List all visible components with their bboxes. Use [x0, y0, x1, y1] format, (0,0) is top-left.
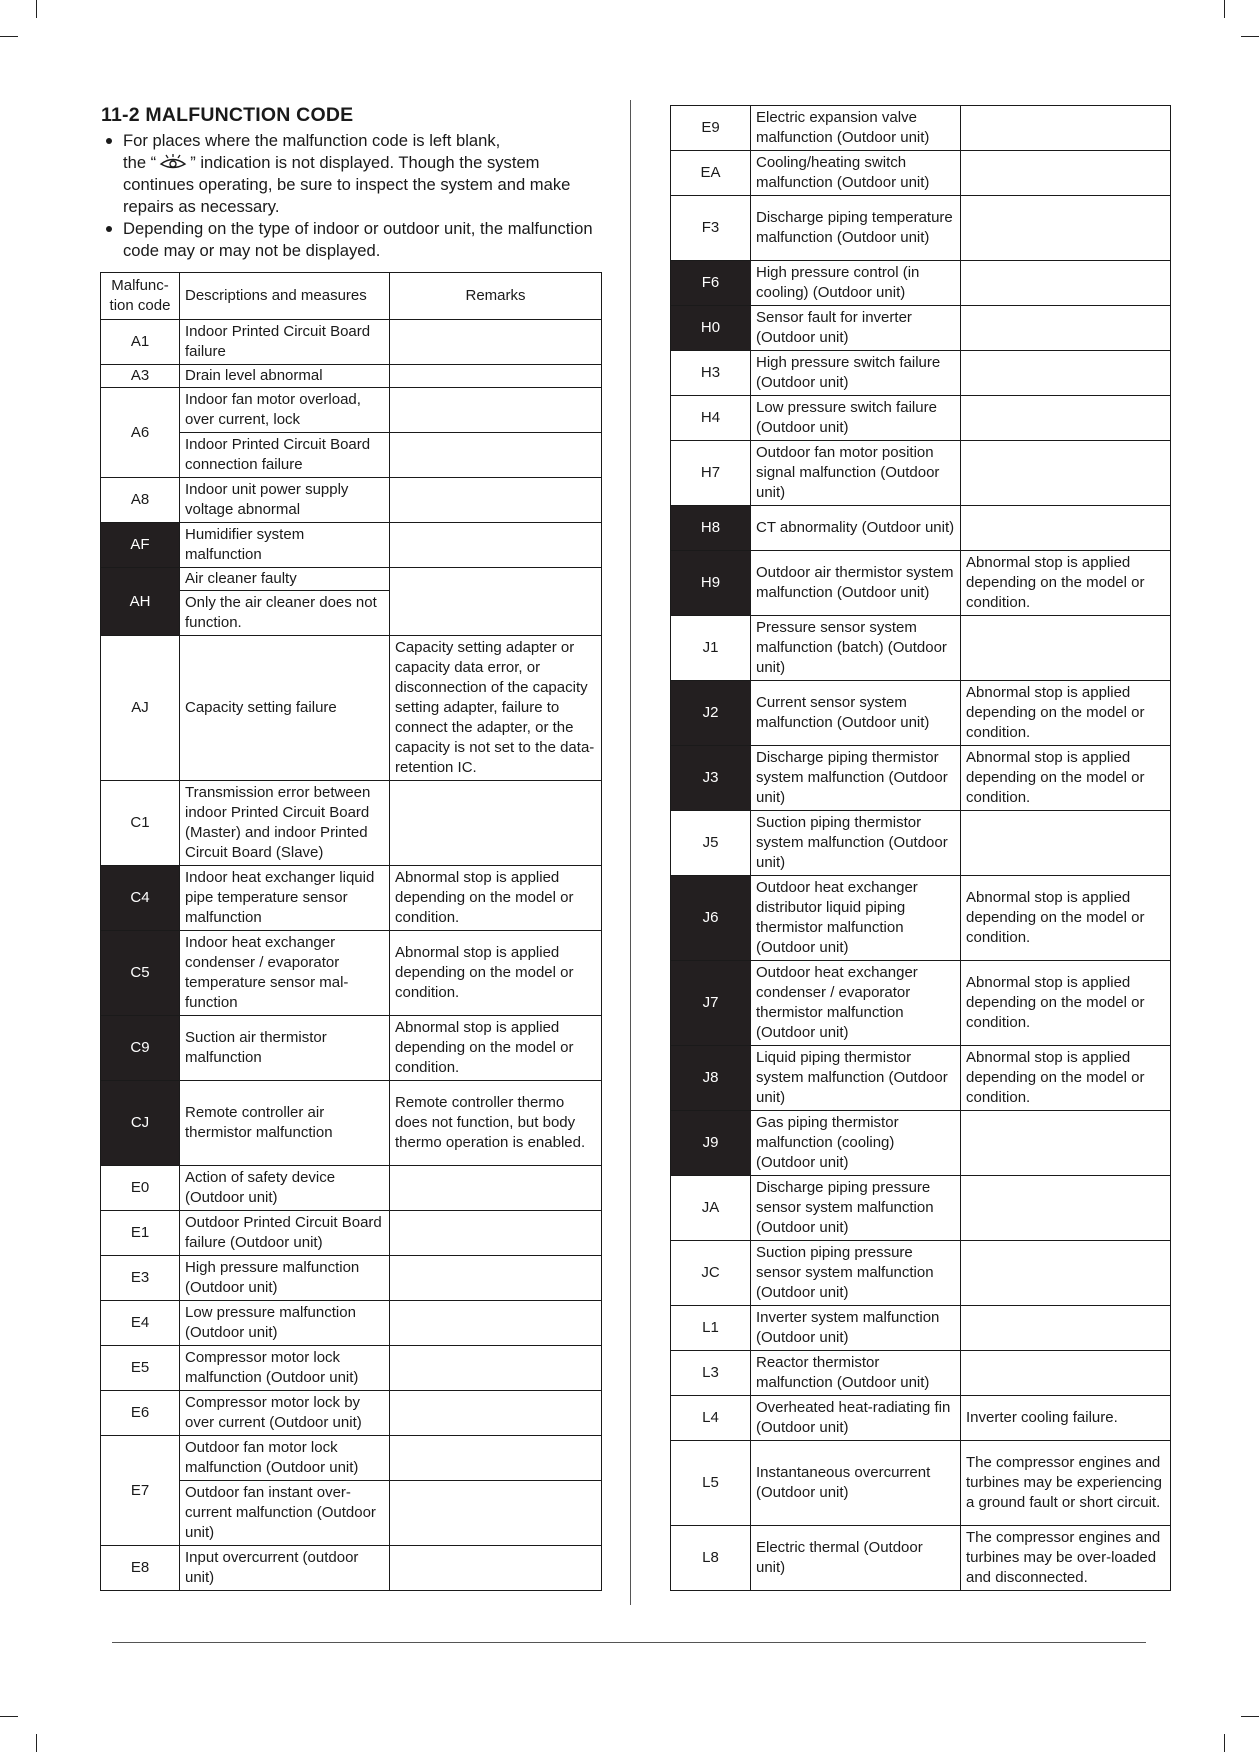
description-cell: Outdoor fan instant over-current malfunction (Outdoor unit)	[180, 1481, 390, 1546]
crop-mark	[36, 1734, 37, 1752]
code-cell: E3	[101, 1256, 180, 1301]
remarks-cell: Abnormal stop is applied depending on the model or condition.	[961, 681, 1171, 746]
remarks-cell	[390, 1256, 602, 1301]
table-row	[671, 196, 1171, 261]
description-cell: Action of safety device (Outdoor unit)	[180, 1166, 390, 1211]
description-cell: Outdoor fan motor position signal malfunction (Outdoor unit)	[751, 441, 961, 506]
remarks-cell	[390, 1166, 602, 1211]
description-cell: Suction piping thermistor system malfunction (Outdoor unit)	[751, 811, 961, 876]
description-cell: Indoor Printed Circuit Board connection failure	[180, 433, 390, 478]
table-header-row	[101, 273, 602, 320]
crop-mark	[1241, 36, 1259, 37]
intro-notes	[101, 130, 611, 262]
description-cell: High pressure switch failure (Outdoor unit)	[751, 351, 961, 396]
remarks-cell	[390, 1211, 602, 1256]
code-cell: E6	[101, 1391, 180, 1436]
intro-text: For places where the malfunction code is left blank,	[123, 131, 501, 150]
table-row	[101, 866, 602, 931]
remarks-cell	[961, 811, 1171, 876]
remarks-cell: Remote controller thermo does not function, but body thermo operation is enabled.	[390, 1081, 602, 1166]
header-descriptions: Descriptions and measures	[180, 273, 390, 320]
table-row	[671, 1241, 1171, 1306]
code-cell: E0	[101, 1166, 180, 1211]
remarks-cell	[390, 478, 602, 523]
column-divider	[630, 100, 631, 1605]
remarks-cell	[961, 1241, 1171, 1306]
description-cell: Outdoor heat exchanger distributor liquid piping thermistor malfunction (Outdoor unit)	[751, 876, 961, 961]
code-cell: H7	[671, 441, 751, 506]
code-cell-highlighted: C5	[101, 931, 180, 1016]
remarks-cell: Abnormal stop is applied depending on the model or condition.	[961, 746, 1171, 811]
remarks-cell: Capacity setting adapter or capacity data error, or disconnection of the capacity setting adapter, failure to connect the adapter, or the capacity is not set to the data-retention IC.	[390, 636, 602, 781]
intro-bullet	[101, 218, 611, 262]
table-row	[671, 681, 1171, 746]
remarks-cell	[390, 1546, 602, 1591]
description-cell: Outdoor air thermistor system malfunction (Outdoor unit)	[751, 551, 961, 616]
table-row	[671, 351, 1171, 396]
description-cell: Sensor fault for inverter (Outdoor unit)	[751, 306, 961, 351]
code-cell: L8	[671, 1526, 751, 1591]
code-cell-highlighted: CJ	[101, 1081, 180, 1166]
remarks-cell: Abnormal stop is applied depending on the model or condition.	[961, 1046, 1171, 1111]
code-cell: E9	[671, 106, 751, 151]
table-row	[101, 781, 602, 866]
code-cell-highlighted: C9	[101, 1016, 180, 1081]
description-cell: Suction air thermistor malfunction	[180, 1016, 390, 1081]
footer-rule	[112, 1642, 1146, 1643]
code-cell-highlighted: H0	[671, 306, 751, 351]
table-row	[101, 1256, 602, 1301]
table-row	[101, 1301, 602, 1346]
code-cell-highlighted: H8	[671, 506, 751, 551]
description-cell: Cooling/heating switch malfunction (Outdoor unit)	[751, 151, 961, 196]
table-row	[101, 1436, 602, 1481]
remarks-cell: Abnormal stop is applied depending on the model or condition.	[961, 876, 1171, 961]
code-cell: EA	[671, 151, 751, 196]
remarks-cell: The compressor engines and turbines may be experiencing a ground fault or short circuit.	[961, 1441, 1171, 1526]
description-cell: Capacity setting failure	[180, 636, 390, 781]
table-row	[671, 1111, 1171, 1176]
code-cell: J5	[671, 811, 751, 876]
table-row	[101, 636, 602, 781]
remarks-cell	[961, 261, 1171, 306]
description-cell: Electric thermal (Outdoor unit)	[751, 1526, 961, 1591]
remarks-cell	[390, 388, 602, 433]
remarks-cell	[390, 320, 602, 365]
description-cell: Reactor thermistor malfunction (Outdoor unit)	[751, 1351, 961, 1396]
table-row	[671, 506, 1171, 551]
code-cell-highlighted: J7	[671, 961, 751, 1046]
crop-mark	[0, 36, 18, 37]
description-cell: Drain level abnormal	[180, 365, 390, 388]
table-row	[101, 1391, 602, 1436]
code-cell: A3	[101, 365, 180, 388]
code-cell: E4	[101, 1301, 180, 1346]
description-cell: Discharge piping temperature malfunction (Outdoor unit)	[751, 196, 961, 261]
table-row	[671, 441, 1171, 506]
remarks-cell	[390, 523, 602, 568]
remarks-cell	[961, 616, 1171, 681]
remarks-cell: Abnormal stop is applied depending on the model or condition.	[390, 866, 602, 931]
description-cell: Outdoor fan motor lock malfunction (Outdoor unit)	[180, 1436, 390, 1481]
table-row	[671, 306, 1171, 351]
table-row	[671, 811, 1171, 876]
code-cell: JC	[671, 1241, 751, 1306]
table-row	[101, 1166, 602, 1211]
code-cell-highlighted: C4	[101, 866, 180, 931]
crop-mark	[1241, 1716, 1259, 1717]
description-cell: Indoor Printed Circuit Board failure	[180, 320, 390, 365]
code-cell: A1	[101, 320, 180, 365]
code-cell-highlighted: F6	[671, 261, 751, 306]
code-cell: H4	[671, 396, 751, 441]
code-cell-highlighted: J9	[671, 1111, 751, 1176]
table-row	[101, 365, 602, 388]
code-cell-highlighted: AH	[101, 568, 180, 636]
table-row	[671, 106, 1171, 151]
description-cell: Low pressure switch failure (Outdoor unit)	[751, 396, 961, 441]
description-cell: Air cleaner faulty	[180, 568, 390, 591]
code-cell: E7	[101, 1436, 180, 1546]
header-code: Malfunc-tion code	[101, 273, 180, 320]
description-cell: Discharge piping thermistor system malfunction (Outdoor unit)	[751, 746, 961, 811]
table-row	[101, 523, 602, 568]
remarks-cell	[390, 1391, 602, 1436]
remarks-cell: Abnormal stop is applied depending on the model or condition.	[961, 961, 1171, 1046]
remarks-cell	[961, 1176, 1171, 1241]
description-cell: Outdoor Printed Circuit Board failure (Outdoor unit)	[180, 1211, 390, 1256]
code-cell-highlighted: J8	[671, 1046, 751, 1111]
remarks-cell	[961, 351, 1171, 396]
description-cell: Compressor motor lock by over current (Outdoor unit)	[180, 1391, 390, 1436]
section-title: 11-2 MALFUNCTION CODE	[101, 104, 354, 126]
remarks-cell	[961, 396, 1171, 441]
table-row	[101, 320, 602, 365]
table-row	[671, 151, 1171, 196]
code-cell: E5	[101, 1346, 180, 1391]
description-cell: Outdoor heat exchanger condenser / evaporator thermistor malfunction (Outdoor unit)	[751, 961, 961, 1046]
code-cell: L4	[671, 1396, 751, 1441]
table-row	[671, 1351, 1171, 1396]
table-row	[101, 1081, 602, 1166]
description-cell: Remote controller air thermistor malfunction	[180, 1081, 390, 1166]
table-row	[671, 1441, 1171, 1526]
description-cell: Low pressure malfunction (Outdoor unit)	[180, 1301, 390, 1346]
table-row	[671, 1306, 1171, 1351]
table-row	[671, 961, 1171, 1046]
description-cell: Current sensor system malfunction (Outdoor unit)	[751, 681, 961, 746]
description-cell: High pressure control (in cooling) (Outdoor unit)	[751, 261, 961, 306]
inspection-eye-icon	[158, 153, 188, 171]
code-cell-highlighted: AF	[101, 523, 180, 568]
table-row	[671, 746, 1171, 811]
code-cell: L3	[671, 1351, 751, 1396]
table-row	[101, 1016, 602, 1081]
table-row	[671, 551, 1171, 616]
code-cell: L5	[671, 1441, 751, 1526]
description-cell: Indoor heat exchanger liquid pipe temperature sensor malfunction	[180, 866, 390, 931]
code-cell-highlighted: J3	[671, 746, 751, 811]
description-cell: High pressure malfunction (Outdoor unit)	[180, 1256, 390, 1301]
code-cell: A8	[101, 478, 180, 523]
remarks-cell	[390, 1346, 602, 1391]
table-row	[671, 261, 1171, 306]
remarks-cell	[961, 151, 1171, 196]
remarks-cell	[961, 1351, 1171, 1396]
code-cell: AJ	[101, 636, 180, 781]
table-row	[101, 478, 602, 523]
code-cell: F3	[671, 196, 751, 261]
crop-mark	[0, 1716, 18, 1717]
description-cell: Only the air cleaner does not function.	[180, 591, 390, 636]
remarks-cell: Inverter cooling failure.	[961, 1396, 1171, 1441]
remarks-cell	[390, 1301, 602, 1346]
description-cell: Compressor motor lock malfunction (Outdoor unit)	[180, 1346, 390, 1391]
remarks-cell	[390, 365, 602, 388]
code-cell: JA	[671, 1176, 751, 1241]
table-row	[671, 616, 1171, 681]
intro-text: the “	[123, 153, 157, 172]
table-row	[101, 1346, 602, 1391]
table-row	[671, 1046, 1171, 1111]
malfunction-table-left	[100, 272, 602, 1591]
remarks-cell	[390, 433, 602, 478]
crop-mark	[1224, 1734, 1225, 1752]
description-cell: Overheated heat-radiating fin (Outdoor unit)	[751, 1396, 961, 1441]
code-cell-highlighted: H9	[671, 551, 751, 616]
description-cell: Electric expansion valve malfunction (Outdoor unit)	[751, 106, 961, 151]
remarks-cell	[961, 196, 1171, 261]
intro-text: ” indication is not displayed. Though the system continues operating, be sure to inspect the system and make repairs as necessary.	[123, 153, 571, 216]
remarks-cell: The compressor engines and turbines may be over-loaded and disconnected.	[961, 1526, 1171, 1591]
table-row	[101, 1211, 602, 1256]
remarks-cell	[961, 306, 1171, 351]
intro-bullet	[101, 130, 611, 218]
description-cell: CT abnormality (Outdoor unit)	[751, 506, 961, 551]
remarks-cell	[961, 1306, 1171, 1351]
description-cell: Indoor heat exchanger condenser / evaporator temperature sensor mal-function	[180, 931, 390, 1016]
remarks-cell	[961, 106, 1171, 151]
table-row	[101, 388, 602, 433]
remarks-cell	[390, 568, 602, 636]
code-cell: E1	[101, 1211, 180, 1256]
remarks-cell	[961, 506, 1171, 551]
table-row	[101, 931, 602, 1016]
table-row	[101, 568, 602, 591]
remarks-cell	[390, 1436, 602, 1481]
remarks-cell: Abnormal stop is applied depending on the model or condition.	[390, 1016, 602, 1081]
remarks-cell	[961, 1111, 1171, 1176]
description-cell: Liquid piping thermistor system malfunction (Outdoor unit)	[751, 1046, 961, 1111]
description-cell: Suction piping pressure sensor system malfunction (Outdoor unit)	[751, 1241, 961, 1306]
remarks-cell: Abnormal stop is applied depending on the model or condition.	[390, 931, 602, 1016]
remarks-cell	[390, 1481, 602, 1546]
description-cell: Inverter system malfunction (Outdoor unit)	[751, 1306, 961, 1351]
crop-mark	[36, 0, 37, 18]
table-row	[671, 396, 1171, 441]
description-cell: Gas piping thermistor malfunction (cooling) (Outdoor unit)	[751, 1111, 961, 1176]
description-cell: Instantaneous overcurrent (Outdoor unit)	[751, 1441, 961, 1526]
intro-text: Depending on the type of indoor or outdoor unit, the malfunction code may or may not be displayed.	[123, 219, 593, 260]
malfunction-table-right	[670, 105, 1171, 1591]
crop-mark	[1224, 0, 1225, 18]
code-cell: A6	[101, 388, 180, 478]
description-cell: Indoor fan motor overload, over current, lock	[180, 388, 390, 433]
description-cell: Transmission error between indoor Printed Circuit Board (Master) and indoor Printed Circuit Board (Slave)	[180, 781, 390, 866]
description-cell: Pressure sensor system malfunction (batch) (Outdoor unit)	[751, 616, 961, 681]
code-cell-highlighted: J6	[671, 876, 751, 961]
code-cell: C1	[101, 781, 180, 866]
table-row	[671, 1526, 1171, 1591]
code-cell: H3	[671, 351, 751, 396]
remarks-cell: Abnormal stop is applied depending on the model or condition.	[961, 551, 1171, 616]
description-cell: Indoor unit power supply voltage abnormal	[180, 478, 390, 523]
code-cell-highlighted: J2	[671, 681, 751, 746]
code-cell: E8	[101, 1546, 180, 1591]
remarks-cell	[390, 781, 602, 866]
description-cell: Input overcurrent (outdoor unit)	[180, 1546, 390, 1591]
code-cell: J1	[671, 616, 751, 681]
description-cell: Humidifier system malfunction	[180, 523, 390, 568]
description-cell: Discharge piping pressure sensor system malfunction (Outdoor unit)	[751, 1176, 961, 1241]
table-row	[671, 1176, 1171, 1241]
remarks-cell	[961, 441, 1171, 506]
table-row	[101, 1546, 602, 1591]
table-row	[671, 1396, 1171, 1441]
header-remarks: Remarks	[390, 273, 602, 320]
table-row	[671, 876, 1171, 961]
code-cell: L1	[671, 1306, 751, 1351]
